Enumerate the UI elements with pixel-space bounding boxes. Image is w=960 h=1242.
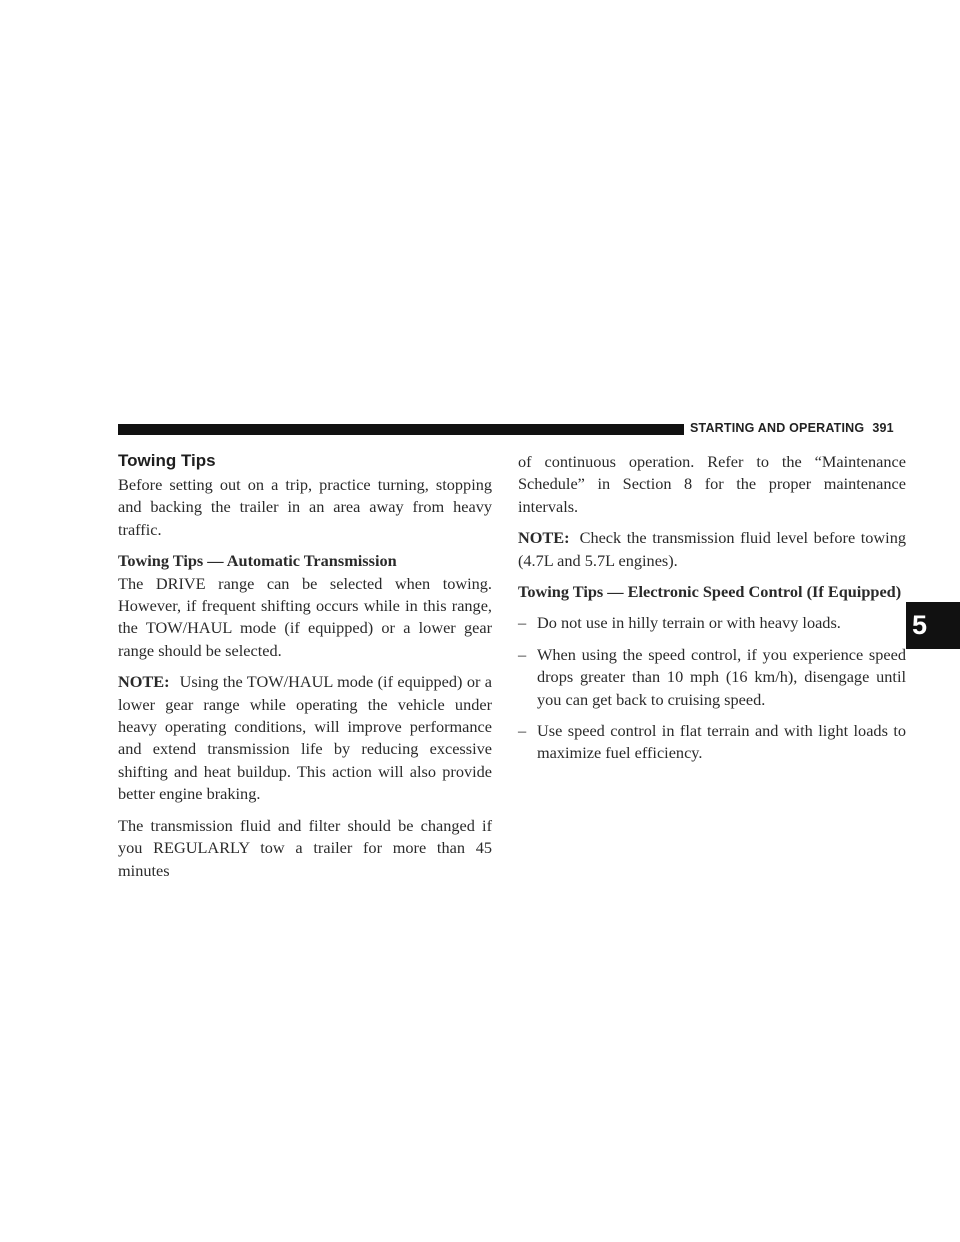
left-column [118, 451, 492, 891]
note-paragraph-right [518, 527, 906, 572]
right-column [518, 451, 906, 774]
running-header [690, 421, 894, 435]
list-item [518, 612, 906, 634]
list-item-text: Use speed control in flat terrain and with light loads to maximize fuel efficiency. [537, 721, 906, 763]
dash-marker: – [518, 644, 527, 664]
note-label: NOTE: [118, 672, 170, 692]
note-label: NOTE: [518, 528, 570, 548]
intro-paragraph: Before setting out on a trip, practice turning, stopping and backing the trailer in an area away from heavy traffic. [118, 475, 492, 539]
auto-transmission-paragraph: The DRIVE range can be selected when towing. However, if frequent shifting occurs while in this range, the TOW/HAUL mode (if equipped) or a lower gear range should be selected. [118, 573, 492, 660]
dash-marker: – [518, 721, 527, 741]
speed-control-heading: Towing Tips — Electronic Speed Control (If Equipped) [518, 582, 902, 602]
header-rule [118, 424, 684, 435]
section-title: Towing Tips [118, 451, 216, 470]
note-text: Using the TOW/HAUL mode (if equipped) or a lower gear range while operating the vehicle under heavy operating conditions, will improve performance and extend transmission life by reducing excessive shifting and heat buildup. This action will also provide better engine braking. [118, 672, 492, 804]
note-paragraph [118, 671, 492, 805]
section-name: STARTING AND OPERATING [690, 421, 865, 435]
list-item-text: Do not use in hilly terrain or with heavy loads. [537, 613, 841, 633]
fluid-paragraph: The transmission fluid and filter should be changed if you REGULARLY tow a trailer for more than 45 minutes [118, 815, 492, 880]
dash-marker: – [518, 613, 527, 633]
list-item [518, 720, 906, 765]
chapter-tab: 5 [906, 602, 960, 649]
auto-transmission-heading: Towing Tips — Automatic Transmission [118, 551, 397, 571]
list-item-text: When using the speed control, if you experience speed drops greater than 10 mph (16 km/h), disengage until you can get back to cruising speed. [537, 644, 906, 709]
note-text: Check the transmission fluid level before towing (4.7L and 5.7L engines). [518, 528, 906, 570]
continued-paragraph: of continuous operation. Refer to the “Maintenance Schedule” in Section 8 for the proper maintenance intervals. [518, 452, 906, 516]
speed-control-list [518, 612, 906, 764]
page-number: 391 [872, 421, 894, 435]
list-item [518, 644, 906, 711]
